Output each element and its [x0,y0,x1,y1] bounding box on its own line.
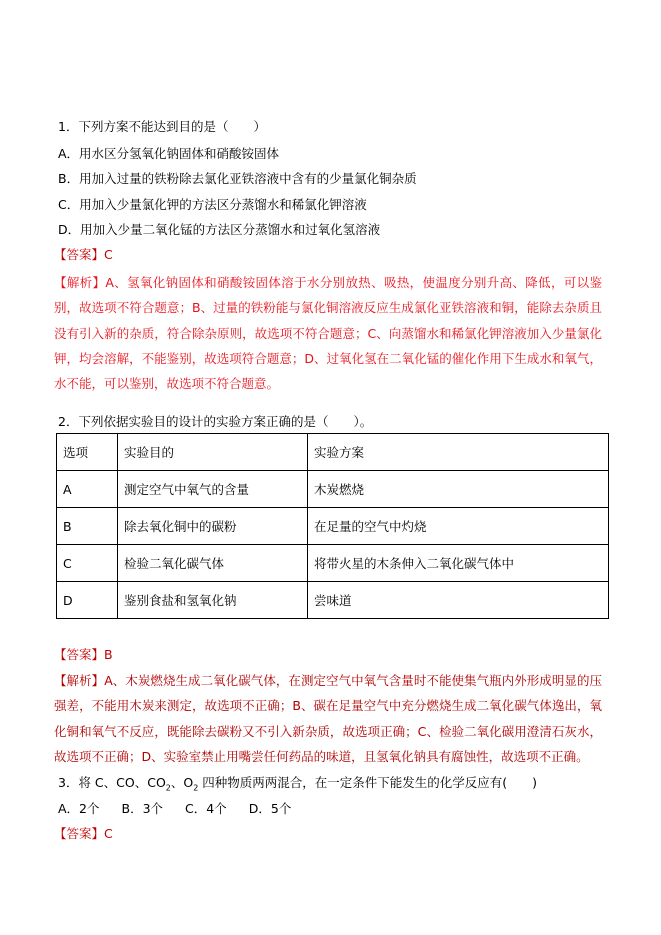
q1-option-b: B．用加入过量的铁粉除去氯化亚铁溶液中含有的少量氯化铜杂质 [58,171,417,186]
q3-option-c: C．4个 [185,801,227,816]
cell: 检验二氧化碳气体 [118,545,308,582]
answer-value: C [104,247,113,262]
table-row [57,471,609,508]
table-row [57,582,609,619]
cell: 测定空气中氧气的含量 [118,471,308,508]
table-row [57,508,609,545]
table-header-row [57,434,609,471]
q3-stem [58,775,537,797]
cell: 除去氧化铜中的碳粉 [118,508,308,545]
q1-analysis [54,270,602,396]
q3-options [58,801,291,817]
q2-analysis [54,668,602,769]
analysis-text: A、氢氧化钠固体和硝酸铵固体溶于水分别放热、吸热，使温度分别升高、降低，可以鉴别，故选项不符合题意；B、过量的铁粉能与氯化铜溶液反应生成氯化亚铁溶液和铜，能除去杂质且没有引入新的杂质，符合除杂原则，故选项不符合题意；C、向蒸馏水和稀氯化钾溶液加入少量氯化钾，均会溶解，不能鉴别，故选项符合题意；D、过氧化氢在二氧化锰的催化作用下生成水和氧气，水不能，可以鉴别，故选项不符合题意。 [54,275,602,392]
q1-option-c: C．用加入少量氯化钾的方法区分蒸馏水和稀氯化钾溶液 [58,197,367,212]
analysis-label: 【解析】 [54,673,105,688]
header-cell: 实验方案 [308,434,609,471]
answer-label: 【答案】 [54,647,105,662]
q3-option-b: B．3个 [121,801,164,816]
q1-answer [54,247,113,263]
cell: 尝味道 [308,582,609,619]
cell: C [57,545,118,582]
q2-answer [54,647,113,663]
cell: 在足量的空气中灼烧 [308,508,609,545]
answer-label: 【答案】 [54,826,105,841]
answer-value: C [104,826,113,841]
answer-label: 【答案】 [54,247,105,262]
q2-stem: 2．下列依据实验目的设计的实验方案正确的是（ ）。 [58,414,373,429]
q1-option-a: A．用水区分氢氧化钠固体和硝酸铵固体 [58,146,280,161]
header-cell: 实验目的 [118,434,308,471]
answer-value: B [104,647,113,662]
q3-answer [54,826,113,842]
stem-part: 3．将 C、CO、CO [58,775,166,790]
cell: 鉴别食盐和氢氧化钠 [118,582,308,619]
cell: B [57,508,118,545]
table-row [57,545,609,582]
subscript: 2 [165,783,171,793]
subscript: 2 [193,783,199,793]
q1-option-d: D．用加入少量二氧化锰的方法区分蒸馏水和过氧化氢溶液 [58,222,381,237]
stem-part: 四种物质两两混合，在一定条件下能发生的化学反应有( ) [198,775,538,790]
header-cell: 选项 [57,434,118,471]
analysis-text: A、木炭燃烧生成二氧化碳气体，在测定空气中氧气含量时不能使集气瓶内外形成明显的压强差，不能用木炭来测定，故选项不正确；B、碳在足量空气中充分燃烧生成二氧化碳气体逸出，氧化铜和氧气不反应，既能除去碳粉又不引入新杂质，故选项正确；C、检验二氧化碳用澄清石灰水，故选项不正确；D、实验室禁止用嘴尝任何药品的味道，且氢氧化钠具有腐蚀性，故选项不正确。 [54,673,602,764]
cell: 将带火星的木条伸入二氧化碳气体中 [308,545,609,582]
stem-part: 、O [170,775,194,790]
cell: A [57,471,118,508]
q3-option-d: D．5个 [248,801,292,816]
q2-table [56,433,609,619]
q3-option-a: A．2个 [58,801,100,816]
cell: 木炭燃烧 [308,471,609,508]
cell: D [57,582,118,619]
analysis-label: 【解析】 [54,275,106,290]
q1-stem: 1．下列方案不能达到目的是（ ） [58,119,266,134]
